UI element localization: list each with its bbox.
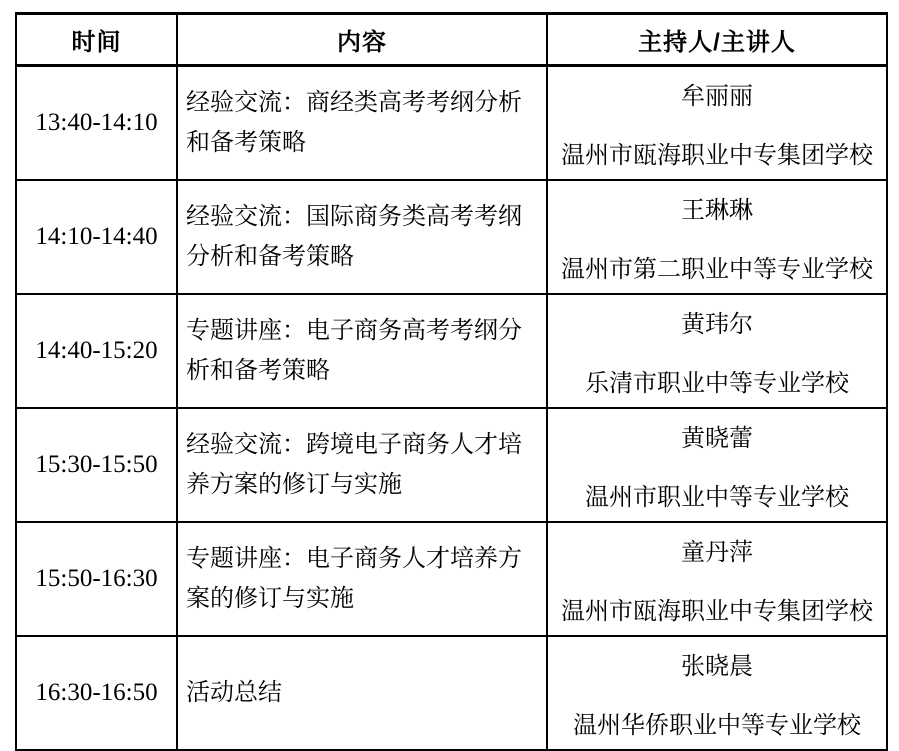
time-cell	[16, 522, 177, 636]
speaker-school: 温州市瓯海职业中专集团学校	[561, 598, 873, 625]
speaker-cell	[547, 66, 887, 181]
table-row	[16, 66, 887, 181]
speaker-cell	[547, 522, 887, 636]
time-cell	[16, 66, 177, 181]
content-cell	[177, 636, 547, 750]
speaker-school: 温州市职业中等专业学校	[585, 484, 849, 511]
time-text: 16:30-16:50	[35, 679, 158, 706]
table-row	[16, 294, 887, 408]
time-cell	[16, 180, 177, 294]
speaker-name: 张晓晨	[681, 653, 753, 680]
header-time: 时间	[16, 14, 177, 66]
table-row	[16, 408, 887, 522]
header-content: 内容	[177, 14, 547, 66]
speaker-cell	[547, 408, 887, 522]
content-text: 专题讲座：电子商务人才培养方案的修订与实施	[186, 545, 522, 612]
time-text: 14:40-15:20	[35, 337, 158, 364]
table-row	[16, 180, 887, 294]
speaker-cell	[547, 180, 887, 294]
speaker-name: 黄玮尔	[681, 311, 753, 338]
speaker-school: 温州市瓯海职业中专集团学校	[561, 142, 873, 169]
content-cell	[177, 66, 547, 181]
content-text: 经验交流：商经类高考考纲分析和备考策略	[186, 89, 522, 156]
time-text: 15:30-15:50	[35, 451, 158, 478]
schedule-table	[15, 12, 888, 751]
speaker-cell	[547, 636, 887, 750]
content-text: 活动总结	[186, 679, 282, 707]
content-text: 经验交流：跨境电子商务人才培养方案的修订与实施	[186, 431, 522, 498]
content-text: 专题讲座：电子商务高考考纲分析和备考策略	[186, 317, 522, 384]
time-cell	[16, 408, 177, 522]
content-cell	[177, 522, 547, 636]
content-cell	[177, 180, 547, 294]
speaker-school: 温州市第二职业中等专业学校	[561, 256, 873, 283]
time-text: 13:40-14:10	[35, 109, 158, 136]
speaker-name: 王琳琳	[681, 197, 753, 224]
table-row	[16, 636, 887, 750]
table-row	[16, 522, 887, 636]
speaker-name: 牟丽丽	[681, 83, 753, 110]
time-text: 15:50-16:30	[35, 565, 158, 592]
time-cell	[16, 294, 177, 408]
time-text: 14:10-14:40	[35, 223, 158, 250]
speaker-school: 温州华侨职业中等专业学校	[573, 712, 861, 739]
time-cell	[16, 636, 177, 750]
speaker-school: 乐清市职业中等专业学校	[585, 370, 849, 397]
speaker-name: 黄晓蕾	[681, 425, 753, 452]
content-text: 经验交流：国际商务类高考考纲分析和备考策略	[186, 203, 522, 270]
speaker-cell	[547, 294, 887, 408]
header-row	[16, 14, 887, 66]
header-speaker: 主持人/主讲人	[547, 14, 887, 66]
content-cell	[177, 294, 547, 408]
content-cell	[177, 408, 547, 522]
speaker-name: 童丹萍	[681, 539, 753, 566]
